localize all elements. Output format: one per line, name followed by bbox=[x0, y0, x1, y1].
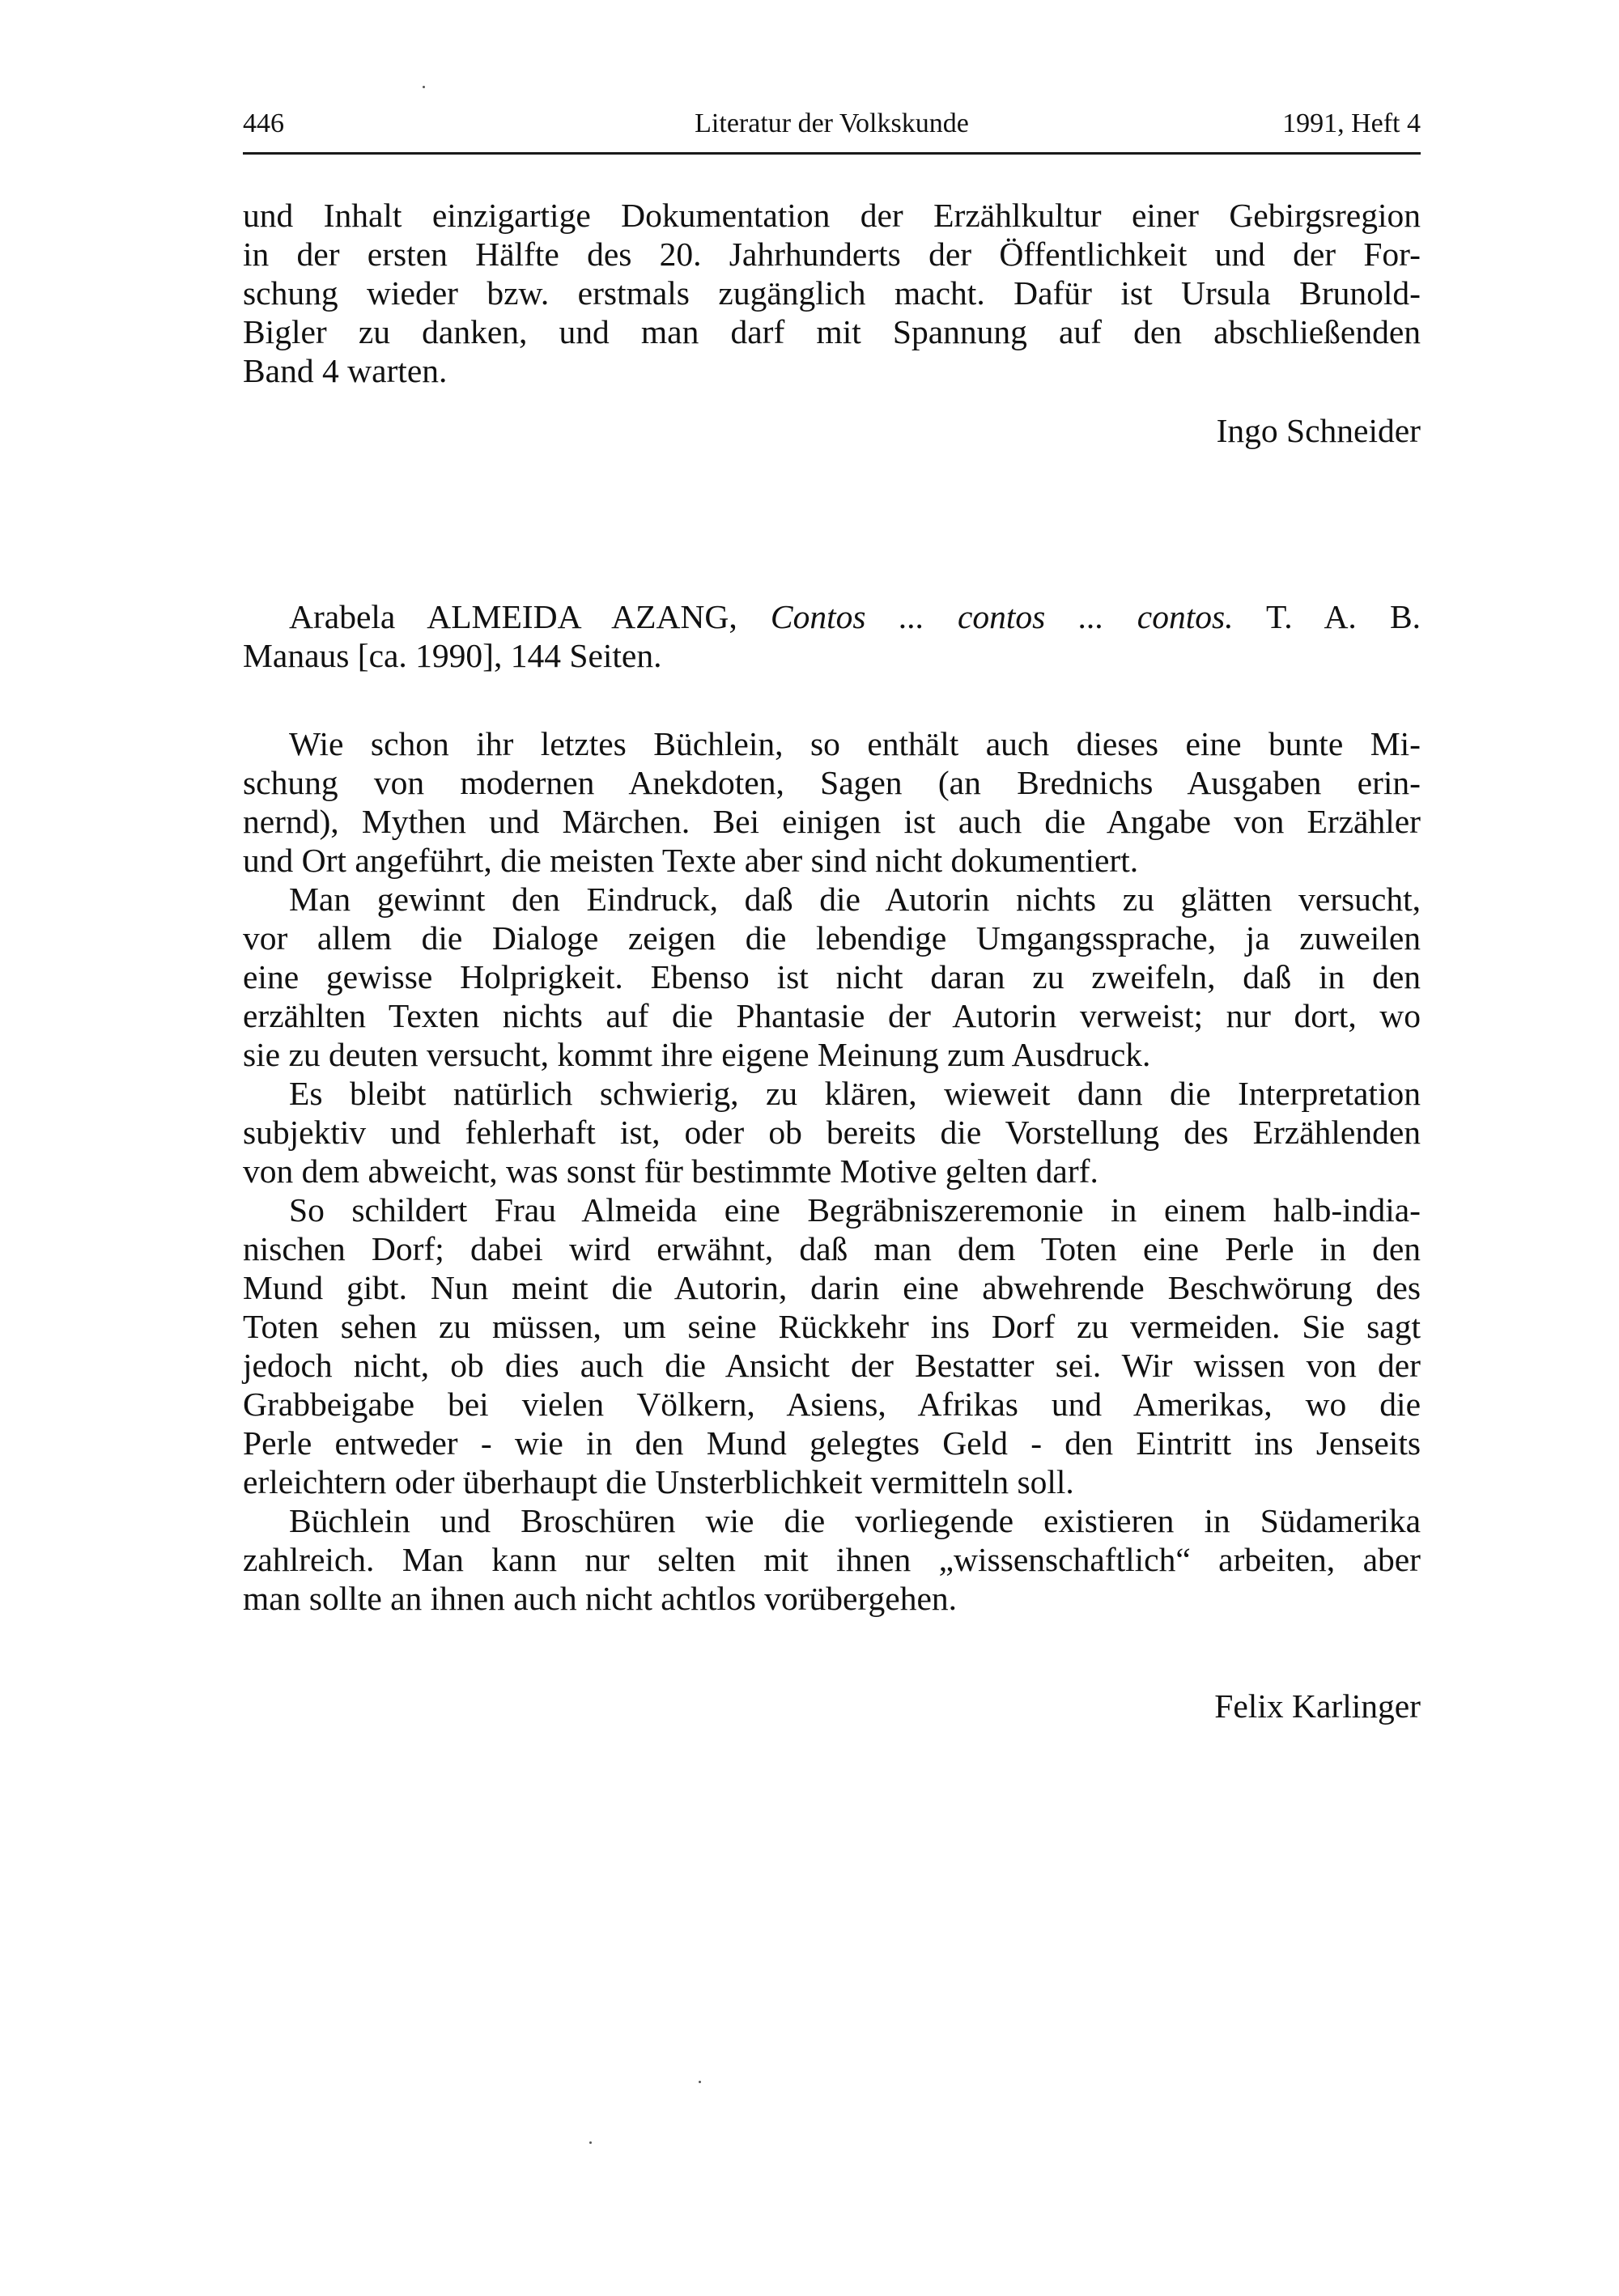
text-line: Grabbeigabe bei vielen Völkern, Asiens, Afrikas und Amerikas, wo die bbox=[243, 1386, 1421, 1423]
citation-line: Manaus [ca. 1990], 144 Seiten. bbox=[243, 637, 662, 674]
text-line: Band 4 warten. bbox=[243, 352, 448, 389]
paragraph bbox=[243, 880, 1421, 1074]
book-title: Contos ... contos ... contos. bbox=[770, 598, 1234, 635]
text-line: Man gewinnt den Eindruck, daß die Autorin nichts zu glätten versucht, bbox=[289, 881, 1421, 918]
text-line: und Inhalt einzigartige Dokumentation der Erzählkultur einer Gebirgsregion bbox=[243, 197, 1421, 234]
review-citation bbox=[243, 597, 1421, 675]
text-line: Bigler zu danken, und man darf mit Spannung auf den abschließenden bbox=[243, 313, 1421, 350]
text-line: Büchlein und Broschüren wie die vorliegende existieren in Südamerika bbox=[289, 1502, 1421, 1539]
publisher: T. A. B. bbox=[1265, 598, 1421, 635]
text-line: erleichtern oder überhaupt die Unsterblichkeit vermitteln soll. bbox=[243, 1463, 1074, 1500]
citation-line bbox=[243, 597, 1421, 636]
running-header bbox=[243, 104, 1421, 144]
paragraph bbox=[243, 724, 1421, 880]
text-line: Wie schon ihr letztes Büchlein, so enthält auch dieses eine bunte Mi- bbox=[289, 725, 1421, 762]
paragraph bbox=[243, 1074, 1421, 1190]
text-line: jedoch nicht, ob dies auch die Ansicht der Bestatter sei. Wir wissen von der bbox=[243, 1347, 1421, 1384]
text-line: So schildert Frau Almeida eine Begräbniszeremonie in einem halb-india- bbox=[289, 1191, 1421, 1229]
header-rule bbox=[243, 152, 1421, 155]
text-line: und Ort angeführt, die meisten Texte aber sind nicht dokumentiert. bbox=[243, 842, 1139, 879]
text-line: nischen Dorf; dabei wird erwähnt, daß man dem Toten eine Perle in den bbox=[243, 1230, 1421, 1267]
scan-speck bbox=[423, 86, 425, 88]
text-line: Mund gibt. Nun meint die Autorin, darin eine abwehrende Beschwörung des bbox=[243, 1269, 1421, 1306]
text-line: Toten sehen zu müssen, um seine Rückkehr ins Dorf zu vermeiden. Sie sagt bbox=[243, 1308, 1421, 1345]
text-line: nernd), Mythen und Märchen. Bei einigen ist auch die Angabe von Erzähler bbox=[243, 803, 1421, 840]
paragraph bbox=[243, 196, 1421, 390]
author-first-name: Arabela bbox=[289, 598, 396, 635]
text-line: man sollte an ihnen auch nicht achtlos vorübergehen. bbox=[243, 1580, 957, 1617]
author-last-name: ALMEIDA AZANG, bbox=[427, 598, 737, 635]
text-line: subjektiv und fehlerhaft ist, oder ob bereits die Vorstellung des Erzählenden bbox=[243, 1114, 1421, 1151]
text-line: Es bleibt natürlich schwierig, zu klären, wieweit dann die Interpretation bbox=[289, 1075, 1421, 1112]
reviewer-signature: Ingo Schneider bbox=[1216, 412, 1421, 449]
paragraph bbox=[243, 1190, 1421, 1501]
text-line: vor allem die Dialoge zeigen die lebendige Umgangssprache, ja zuweilen bbox=[243, 919, 1421, 957]
text-line: erzählten Texten nichts auf die Phantasie der Autorin verweist; nur dort, wo bbox=[243, 997, 1421, 1034]
text-line: eine gewisse Holprigkeit. Ebenso ist nicht daran zu zweifeln, daß in den bbox=[243, 958, 1421, 995]
text-line: von dem abweicht, was sonst für bestimmte Motive gelten darf. bbox=[243, 1152, 1098, 1190]
text-line: zahlreich. Man kann nur selten mit ihnen „wissenschaftlich“ arbeiten, aber bbox=[243, 1541, 1421, 1578]
review-1-text bbox=[243, 196, 1421, 390]
text-line: in der ersten Hälfte des 20. Jahrhunderts der Öffentlichkeit und der For- bbox=[243, 236, 1421, 273]
scan-speck bbox=[699, 2081, 701, 2083]
text-line: schung von modernen Anekdoten, Sagen (an Brednichs Ausgaben erin- bbox=[243, 764, 1421, 801]
review-2-text bbox=[243, 724, 1421, 1618]
text-line: schung wieder bzw. erstmals zugänglich macht. Dafür ist Ursula Brunold- bbox=[243, 274, 1421, 312]
text-line: sie zu deuten versucht, kommt ihre eigene Meinung zum Ausdruck. bbox=[243, 1036, 1151, 1073]
text-line: Perle entweder - wie in den Mund gelegtes Geld - den Eintritt ins Jenseits bbox=[243, 1424, 1421, 1462]
page-number: 446 bbox=[243, 108, 284, 138]
issue-label: 1991, Heft 4 bbox=[1282, 108, 1421, 138]
paragraph bbox=[243, 1501, 1421, 1618]
journal-title: Literatur der Volkskunde bbox=[695, 108, 969, 138]
reviewer-signature: Felix Karlinger bbox=[1214, 1687, 1421, 1725]
scan-speck bbox=[589, 2141, 592, 2144]
